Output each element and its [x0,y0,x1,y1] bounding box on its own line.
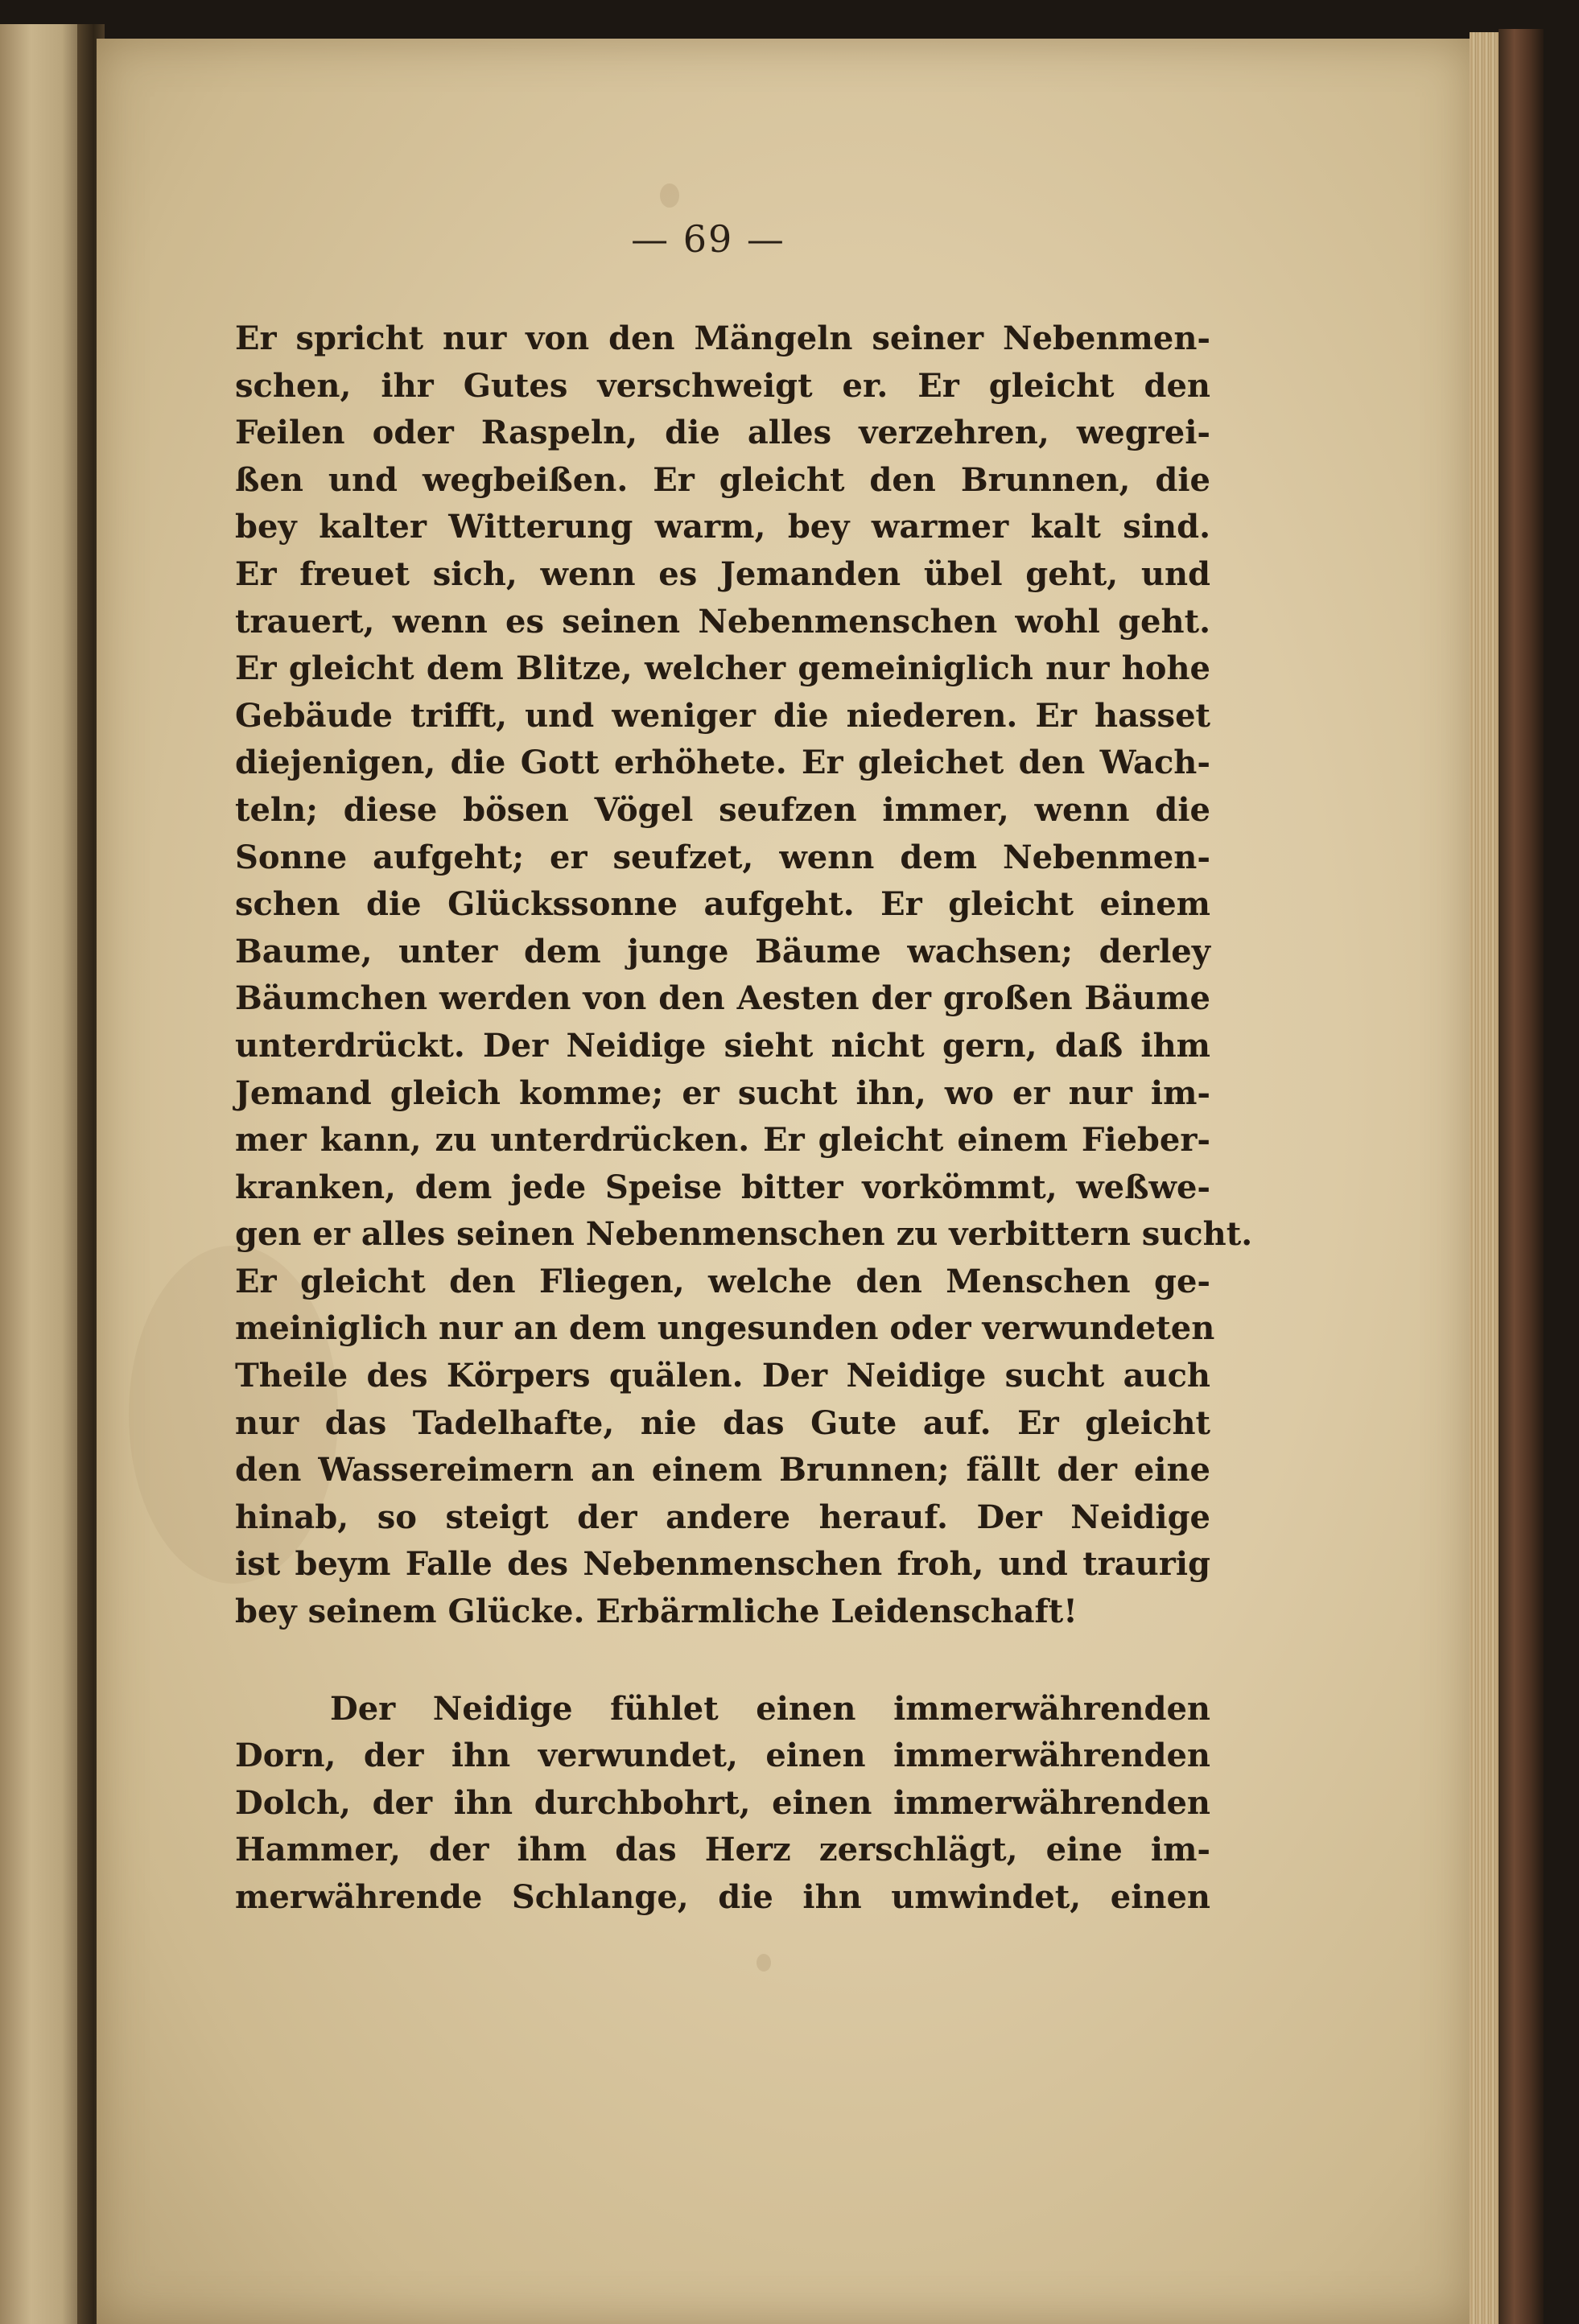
text-line: Theile des Körpers quälen. Der Neidige sucht auch [235,1357,1210,1395]
text-line: bey kalter Witterung warm, bey warmer kalt sind. [235,508,1210,546]
paper-spot [660,183,679,208]
paper-spot [757,1954,771,1972]
text-line: bey seinem Glücke. Erbärmliche Leidenschaft! [235,1593,1078,1631]
text-line: kranken, dem jede Speise bitter vorkömmt, weßwe- [235,1168,1210,1206]
text-line: schen, ihr Gutes verschweigt er. Er gleicht den [235,366,1210,405]
book-cover-edge [1499,29,1544,2324]
text-line: ßen und wegbeißen. Er gleicht den Brunnen, die [235,460,1210,499]
text-line: trauert, wenn es seinen Nebenmenschen wohl geht. [235,602,1210,641]
text-line: gen er alles seinen Nebenmenschen zu verbittern sucht. [235,1215,1253,1254]
previous-page-edge [0,24,89,2324]
text-line: Er gleicht dem Blitze, welcher gemeiniglich nur hohe [235,649,1210,688]
paragraph-gap [235,1636,1210,1686]
text-line: Hammer, der ihm das Herz zerschlägt, eine im- [235,1831,1210,1869]
text-line: Dolch, der ihn durchbohrt, einen immerwährenden [235,1783,1210,1822]
text-line: Er gleicht den Fliegen, welche den Menschen ge- [235,1262,1210,1300]
text-line: hinab, so steigt der andere herauf. Der Neidige [235,1498,1210,1536]
text-line: ist beym Falle des Nebenmenschen froh, und traurig [235,1545,1210,1584]
text-line: Sonne aufgeht; er seufzet, wenn dem Nebenmen- [235,838,1210,876]
text-line: Jemand gleich komme; er sucht ihn, wo er nur im- [235,1073,1210,1112]
paragraph [235,1686,1210,1922]
text-line: teln; diese bösen Vögel seufzen immer, wenn die [235,790,1210,829]
text-line: Bäumchen werden von den Aesten der großen Bäume [235,979,1210,1018]
text-line: Gebäude trifft, und weniger die niederen. Er hasset [235,696,1210,735]
text-line: Baume, unter dem junge Bäume wachsen; derley [235,932,1210,970]
text-line: Er freuet sich, wenn es Jemanden übel geht, und [235,554,1210,593]
text-line: Der Neidige fühlet einen immerwährenden [330,1689,1210,1728]
text-line: schen die Glückssonne aufgeht. Er gleicht einem [235,885,1210,924]
text-line: Feilen oder Raspeln, die alles verzehren, wegrei- [235,414,1210,452]
text-line: den Wassereimern an einem Brunnen; fällt der eine [235,1451,1210,1490]
text-line: unterdrückt. Der Neidige sieht nicht gern, daß ihm [235,1026,1210,1065]
text-line: Er spricht nur von den Mängeln seiner Nebenmen- [235,319,1210,357]
page-number: — 69 — [631,217,785,261]
body-text [235,315,1253,1922]
text-line: diejenigen, die Gott erhöhete. Er gleichet den Wach- [235,744,1210,782]
paragraph [235,315,1253,1636]
text-line: mer kann, zu unterdrücken. Er gleicht einem Fieber- [235,1121,1210,1160]
text-line: nur das Tadelhafte, nie das Gute auf. Er gleicht [235,1403,1210,1442]
text-line: merwährende Schlange, die ihn umwindet, einen [235,1878,1210,1916]
text-line: Dorn, der ihn verwundet, einen immerwährenden [235,1737,1210,1775]
page-block-edges [1470,32,1502,2324]
text-line: meiniglich nur an dem ungesunden oder verwundeten [235,1309,1215,1348]
